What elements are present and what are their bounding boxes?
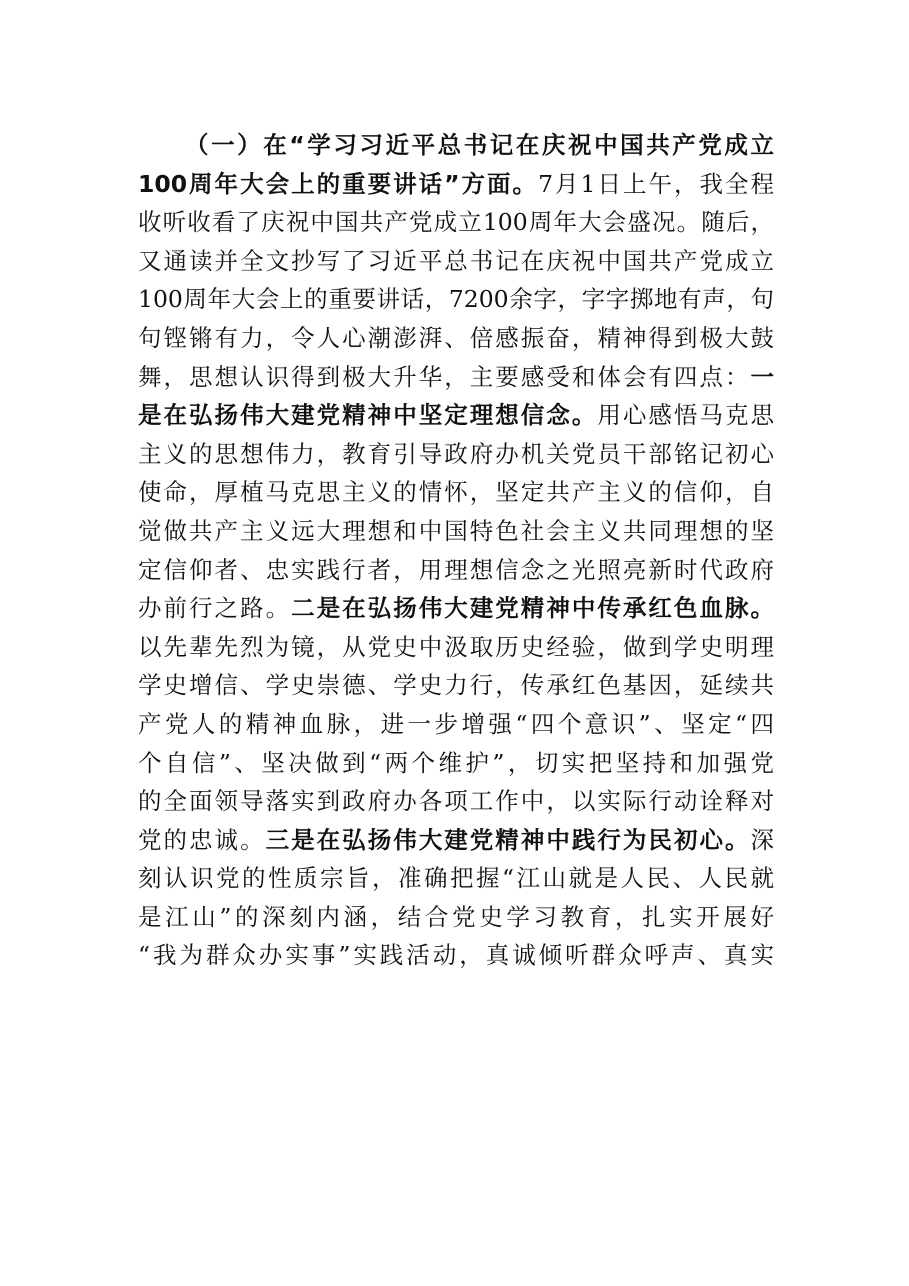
body-text: 7月1日上午，我全程 xyxy=(538,169,774,198)
text-line xyxy=(138,589,774,628)
text-line xyxy=(138,435,774,474)
text-line xyxy=(138,242,774,281)
body-paragraph xyxy=(138,126,774,975)
text-line xyxy=(138,203,774,242)
bold-heading-text: 一 xyxy=(750,362,774,391)
body-text: 又通读并全文抄写了习近平总书记在庆祝中国共产党成立 xyxy=(138,246,774,275)
bold-heading-text: 三是在弘扬伟大建党精神中践行为民初心。 xyxy=(265,825,751,854)
body-text: 100周年大会上的重要讲话，7200余字，字字掷地有声，句 xyxy=(138,285,774,314)
body-text: “我为群众办实事”实践活动，真诚倾听群众呼声、真实 xyxy=(138,941,774,970)
text-line xyxy=(138,936,774,975)
bold-heading-text: （一）在“学习习近平总书记在庆祝中国共产党成立 xyxy=(185,131,774,159)
text-line xyxy=(138,705,774,744)
bold-heading-text: 二是在弘扬伟大建党精神中传承红色血脉。 xyxy=(291,594,774,623)
body-text: 深 xyxy=(750,825,774,854)
text-line xyxy=(138,473,774,512)
body-text: 用心感悟马克思 xyxy=(597,401,774,430)
text-line xyxy=(138,898,774,937)
body-text: 刻认识党的性质宗旨，准确把握“江山就是人民、人民就 xyxy=(138,864,774,893)
text-line xyxy=(138,782,774,821)
text-line xyxy=(138,512,774,551)
body-text: 舞，思想认识得到极大升华，主要感受和体会有四点： xyxy=(138,362,751,391)
text-line xyxy=(138,319,774,358)
body-text: 学史增信、学史崇德、学史力行，传承红色基因，延续共 xyxy=(138,671,774,700)
body-text: 收听收看了庆祝中国共产党成立100周年大会盛况。随后， xyxy=(138,208,774,237)
body-text: 产党人的精神血脉，进一步增强“四个意识”、坚定“四 xyxy=(138,709,774,738)
body-text: 使命，厚植马克思主义的情怀，坚定共产主义的信仰，自 xyxy=(138,478,774,507)
body-text: 个自信”、坚决做到“两个维护”，切实把坚持和加强党 xyxy=(138,748,774,777)
bold-heading-text: 100周年大会上的重要讲话”方面。 xyxy=(138,169,539,198)
text-line xyxy=(138,859,774,898)
text-line xyxy=(138,126,774,165)
body-text: 句铿锵有力，令人心潮澎湃、倍感振奋，精神得到极大鼓 xyxy=(138,323,774,352)
document-page xyxy=(138,126,774,975)
body-text: 是江山”的深刻内涵，结合党史学习教育，扎实开展好 xyxy=(138,902,774,931)
body-text: 定信仰者、忠实践行者，用理想信念之光照亮新时代政府 xyxy=(138,555,774,584)
body-text: 党的忠诚。 xyxy=(138,825,266,854)
body-text: 觉做共产主义远大理想和中国特色社会主义共同理想的坚 xyxy=(138,516,774,545)
text-line xyxy=(138,358,774,397)
text-line xyxy=(138,165,774,204)
text-line xyxy=(138,666,774,705)
text-line xyxy=(138,396,774,435)
body-text: 的全面领导落实到政府办各项工作中，以实际行动诠释对 xyxy=(138,787,774,816)
text-line xyxy=(138,744,774,783)
text-line xyxy=(138,551,774,590)
bold-heading-text: 是在弘扬伟大建党精神中坚定理想信念。 xyxy=(138,401,598,430)
text-line xyxy=(138,821,774,860)
text-line xyxy=(138,628,774,667)
body-text: 以先辈先烈为镜，从党史中汲取历史经验，做到学史明理 xyxy=(138,632,774,661)
text-line xyxy=(138,280,774,319)
body-text: 办前行之路。 xyxy=(138,594,292,623)
body-text: 主义的思想伟力，教育引导政府办机关党员干部铭记初心 xyxy=(138,439,774,468)
